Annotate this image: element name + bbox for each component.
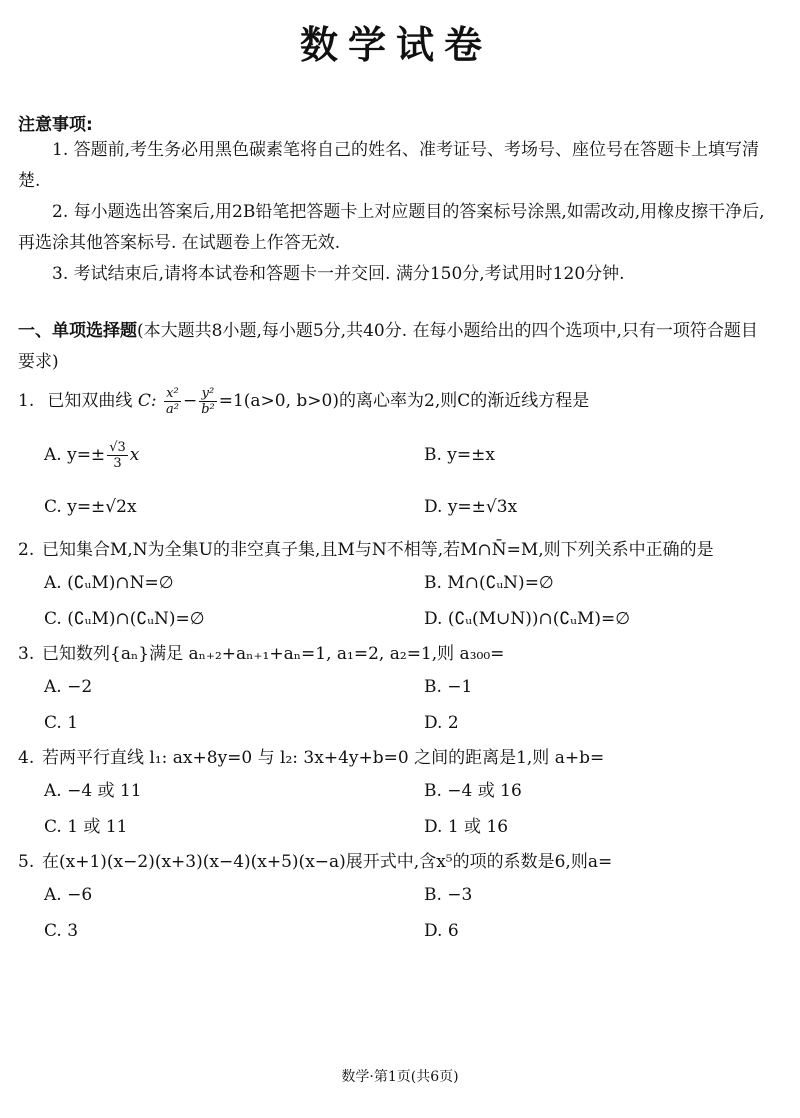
option-a[interactable]: A. −6 xyxy=(44,885,93,905)
question-stem: 若两平行直线 l₁: ax+8y=0 与 l₂: 3x+4y+b=0 之间的距离是1,则 a+b= xyxy=(42,748,605,768)
option-a[interactable]: A. −4 或 11 xyxy=(44,781,142,801)
notice-item-1: 1. 答题前,考生务必用黑色碳素笔将自己的姓名、准考证号、考场号、座位号在答题卡上填写清楚. xyxy=(18,140,760,191)
option-b[interactable]: B. −4 或 16 xyxy=(424,781,522,801)
fraction-y2-b2: $\frac{\text{y²}}{\text{b²}}$ xyxy=(201,386,215,417)
options-q4 xyxy=(18,773,774,845)
option-a[interactable]: A. y=± $\frac{√3}{3}$ x xyxy=(44,440,140,471)
section-title: 一、单项选择题 xyxy=(18,321,137,341)
question-number: 4. xyxy=(18,748,35,768)
option-b[interactable]: B. M∩(∁ᵤN)=∅ xyxy=(424,573,554,593)
question-3 xyxy=(18,639,774,669)
option-c[interactable]: C. (∁ᵤM)∩(∁ᵤN)=∅ xyxy=(44,609,205,629)
option-d[interactable]: D. 1 或 16 xyxy=(424,817,509,837)
option-a[interactable]: A. −2 xyxy=(44,677,93,697)
option-c[interactable]: C. 1 或 11 xyxy=(44,817,128,837)
option-c[interactable]: C. y=±√2x xyxy=(44,497,137,517)
option-c[interactable]: C. 3 xyxy=(44,921,79,941)
option-d[interactable]: D. 2 xyxy=(424,713,459,733)
options-q1 xyxy=(18,429,774,533)
options-q5 xyxy=(18,877,774,949)
section-description: (本大题共8小题,每小题5分,共40分. 在每小题给出的四个选项中,只有一项符合题目要求) xyxy=(18,321,758,372)
question-stem: 在(x+1)(x−2)(x+3)(x−4)(x+5)(x−a)展开式中,含x⁵的项的系数是6,则a= xyxy=(42,852,613,872)
question-4 xyxy=(18,743,774,773)
option-b[interactable]: B. −3 xyxy=(424,885,473,905)
option-d[interactable]: D. y=±√3x xyxy=(424,497,518,517)
question-number: 5. xyxy=(18,852,35,872)
page-title: 数学试卷 xyxy=(299,23,492,67)
question-1: 1. 已知双曲线 C: $\frac{\text{x²}}{\text{a²}}$ − $\frac{\text{y²}}{\text{b²}}$ =1(a>0, b>0)的离心率为2,则C的渐近线方程是 xyxy=(18,386,590,417)
hyperbola-name: C: xyxy=(137,391,157,411)
question-number: 3. xyxy=(18,644,35,664)
option-b[interactable]: B. −1 xyxy=(424,677,473,697)
question-stem: 已知数列{aₙ}满足 aₙ₊₂+aₙ₊₁+aₙ=1, a₁=2, a₂=1,则 a₃₀₀= xyxy=(42,644,505,664)
question-stem: 已知集合M,N为全集U的非空真子集,且M与N不相等,若M∩N̄=M,则下列关系中正确的是 xyxy=(42,540,714,560)
section-heading xyxy=(18,316,774,378)
question-number: 1. xyxy=(18,391,35,411)
page-footer: 数学·第1页(共6页) xyxy=(341,1069,459,1085)
notice-item-2: 2. 每小题选出答案后,用2B铅笔把答题卡上对应题目的答案标号涂黑,如需改动,用橡皮擦干净后,再选涂其他答案标号. 在试题卷上作答无效. xyxy=(18,202,765,253)
fraction-x2-a2: $\frac{\text{x²}}{\text{a²}}$ xyxy=(165,386,179,417)
option-b[interactable]: B. y=±x xyxy=(424,445,495,465)
question-5 xyxy=(18,847,774,877)
question-stem-b: =1(a>0, b>0)的离心率为2,则C的渐近线方程是 xyxy=(218,391,590,411)
notice-heading: 注意事项: xyxy=(18,115,93,135)
question-2 xyxy=(18,535,774,565)
option-d[interactable]: D. 6 xyxy=(424,921,459,941)
question-stem-a: 已知双曲线 xyxy=(47,391,133,411)
option-a[interactable]: A. (∁ᵤM)∩N=∅ xyxy=(44,573,174,593)
notice-item-3: 3. 考试结束后,请将本试卷和答题卡一并交回. 满分150分,考试用时120分钟. xyxy=(52,264,625,284)
options-q2 xyxy=(18,565,774,637)
option-d[interactable]: D. (∁ᵤ(M∪N))∩(∁ᵤM)=∅ xyxy=(424,609,631,629)
question-number: 2. xyxy=(18,540,35,560)
options-q3 xyxy=(18,669,774,741)
option-c[interactable]: C. 1 xyxy=(44,713,79,733)
